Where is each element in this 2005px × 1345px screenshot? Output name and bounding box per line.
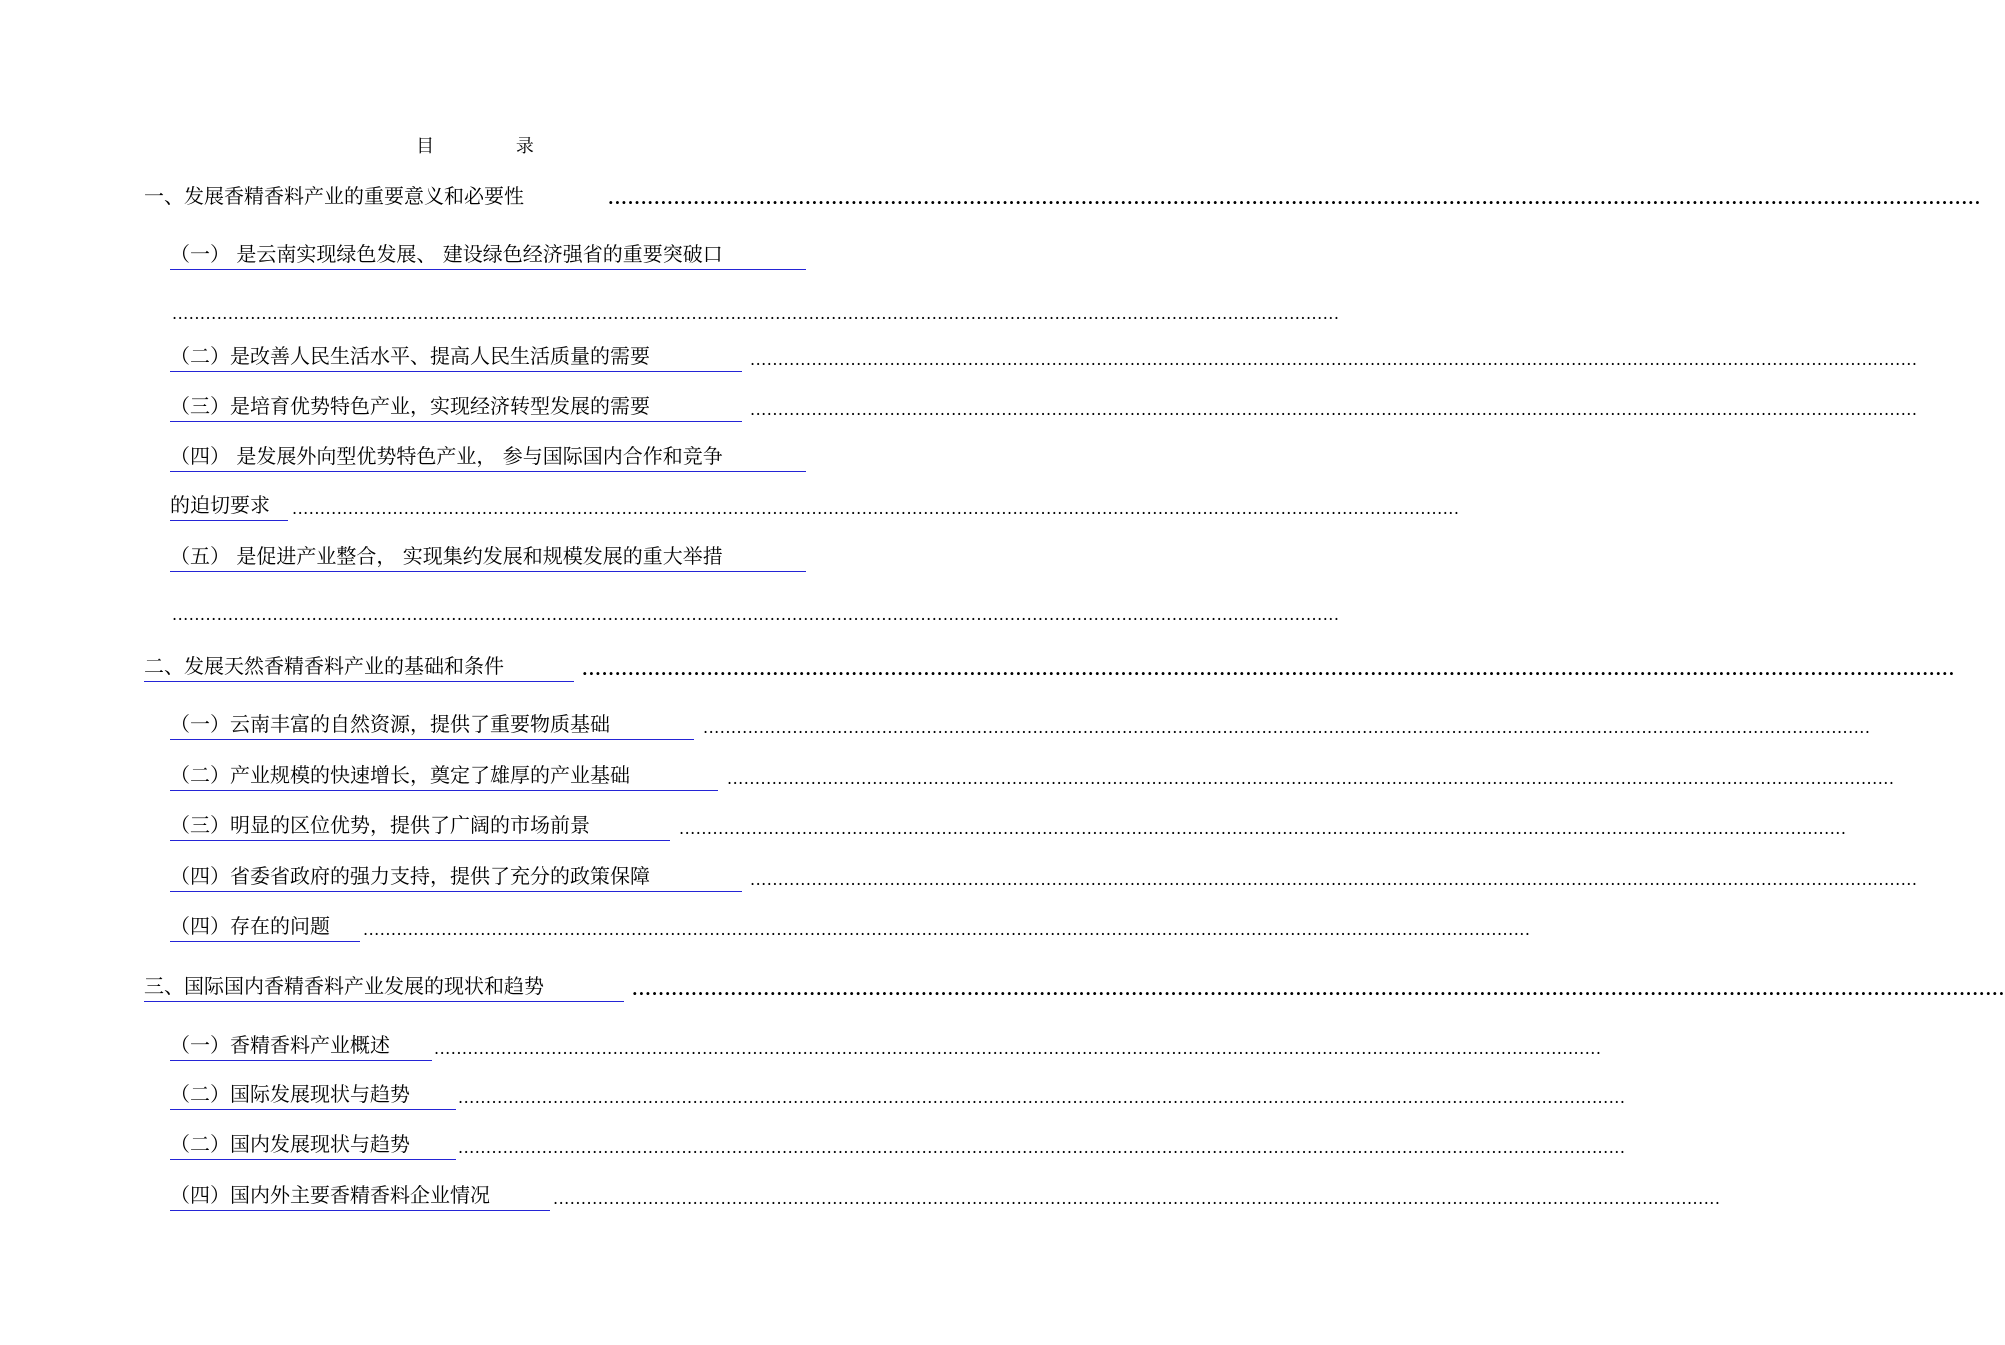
toc-entry-label[interactable]: 的迫切要求: [170, 493, 288, 521]
toc-entry-label[interactable]: （一） 是云南实现绿色发展、 建设绿色经济强省的重要突破口: [170, 242, 806, 270]
toc-entry-subsection[interactable]: [170, 601, 1340, 631]
toc-entry-label[interactable]: 一、发展香精香料产业的重要意义和必要性: [144, 184, 524, 208]
toc-entry-subsection[interactable]: [170, 813, 1847, 845]
toc-dot-leader: .................................................................................................................................................................................................................: [172, 605, 1340, 624]
toc-entry-label[interactable]: （四）省委省政府的强力支持，提供了充分的政策保障: [170, 864, 742, 892]
toc-dot-leader: .................................................................................................................................................................................................................: [363, 920, 1531, 939]
toc-entry-label[interactable]: 三、国际国内香精香料产业发展的现状和趋势: [144, 974, 624, 1002]
toc-entry-subsection[interactable]: [170, 1033, 1602, 1065]
toc-entry-section[interactable]: [144, 184, 1982, 215]
toc-dot-leader: .................................................................................................................................................................................................................: [292, 499, 1460, 518]
toc-entry-subsection[interactable]: [170, 864, 1918, 896]
toc-dot-leader: .................................................................................................................................................................................................................: [458, 1088, 1626, 1107]
toc-entry-section[interactable]: [144, 974, 2005, 1006]
toc-entry-subsection[interactable]: [170, 1082, 1626, 1114]
toc-dot-leader: .................................................................................................................................................................................................................: [750, 870, 1918, 889]
toc-entry-label[interactable]: （四）国内外主要香精香料企业情况: [170, 1183, 550, 1211]
toc-entry-label[interactable]: （四）存在的问题: [170, 914, 360, 942]
toc-entry-label[interactable]: （三）明显的区位优势，提供了广阔的市场前景: [170, 813, 670, 841]
toc-entry-section[interactable]: [144, 654, 1956, 686]
toc-entry-subsection[interactable]: [170, 1183, 1721, 1215]
toc-entry-subsection[interactable]: [170, 914, 1531, 946]
toc-dot-leader: .................................................................................................................................................................................................................: [727, 769, 1895, 788]
toc-dot-leader: .................................................................................................................................................................................................................: [750, 350, 1918, 369]
toc-dot-leader: .................................................................................................................................................................................................................: [703, 718, 1871, 737]
toc-dot-leader: .................................................................................................................................................................................................................: [458, 1138, 1626, 1157]
toc-entry-subsection[interactable]: [170, 394, 1918, 426]
toc-entry-label[interactable]: （二）产业规模的快速增长，奠定了雄厚的产业基础: [170, 763, 718, 791]
toc-entry-subsection[interactable]: [170, 300, 1340, 330]
toc-entry-subsection[interactable]: [170, 446, 880, 476]
toc-entry-label[interactable]: （二）国内发展现状与趋势: [170, 1132, 456, 1160]
toc-entry-subsection[interactable]: [170, 493, 1460, 525]
toc-dot-leader: .................................................................................................................................................................................................................: [632, 980, 2005, 999]
toc-entry-subsection[interactable]: [170, 712, 1871, 744]
toc-dot-leader: .................................................................................................................................................................................................................: [434, 1039, 1602, 1058]
toc-dot-leader: .................................................................................................................................................................................................................: [750, 400, 1918, 419]
toc-dot-leader: .................................................................................................................................................................................................................: [608, 189, 1982, 208]
toc-title: 目 录: [416, 136, 572, 157]
toc-entry-label[interactable]: （一）云南丰富的自然资源，提供了重要物质基础: [170, 712, 694, 740]
toc-entry-label[interactable]: （一）香精香料产业概述: [170, 1033, 432, 1061]
toc-entry-subsection[interactable]: [170, 763, 1895, 795]
toc-entry-label[interactable]: （三）是培育优势特色产业，实现经济转型发展的需要: [170, 394, 742, 422]
toc-entry-label[interactable]: （四） 是发展外向型优势特色产业， 参与国际国内合作和竞争: [170, 444, 806, 472]
toc-dot-leader: .................................................................................................................................................................................................................: [553, 1189, 1721, 1208]
toc-entry-subsection[interactable]: [170, 344, 1918, 376]
toc-entry-label[interactable]: （二）是改善人民生活水平、提高人民生活质量的需要: [170, 344, 742, 372]
toc-entry-label[interactable]: 二、发展天然香精香料产业的基础和条件: [144, 654, 574, 682]
toc-entry-label[interactable]: （二）国际发展现状与趋势: [170, 1082, 456, 1110]
toc-entry-subsection[interactable]: [170, 546, 880, 576]
toc-dot-leader: .................................................................................................................................................................................................................: [582, 660, 1956, 679]
toc-entry-subsection[interactable]: [170, 1132, 1626, 1164]
toc-entry-label[interactable]: （五） 是促进产业整合， 实现集约发展和规模发展的重大举措: [170, 544, 806, 572]
toc-entry-subsection[interactable]: [170, 244, 880, 274]
toc-dot-leader: .................................................................................................................................................................................................................: [172, 304, 1340, 323]
toc-dot-leader: .................................................................................................................................................................................................................: [679, 819, 1847, 838]
